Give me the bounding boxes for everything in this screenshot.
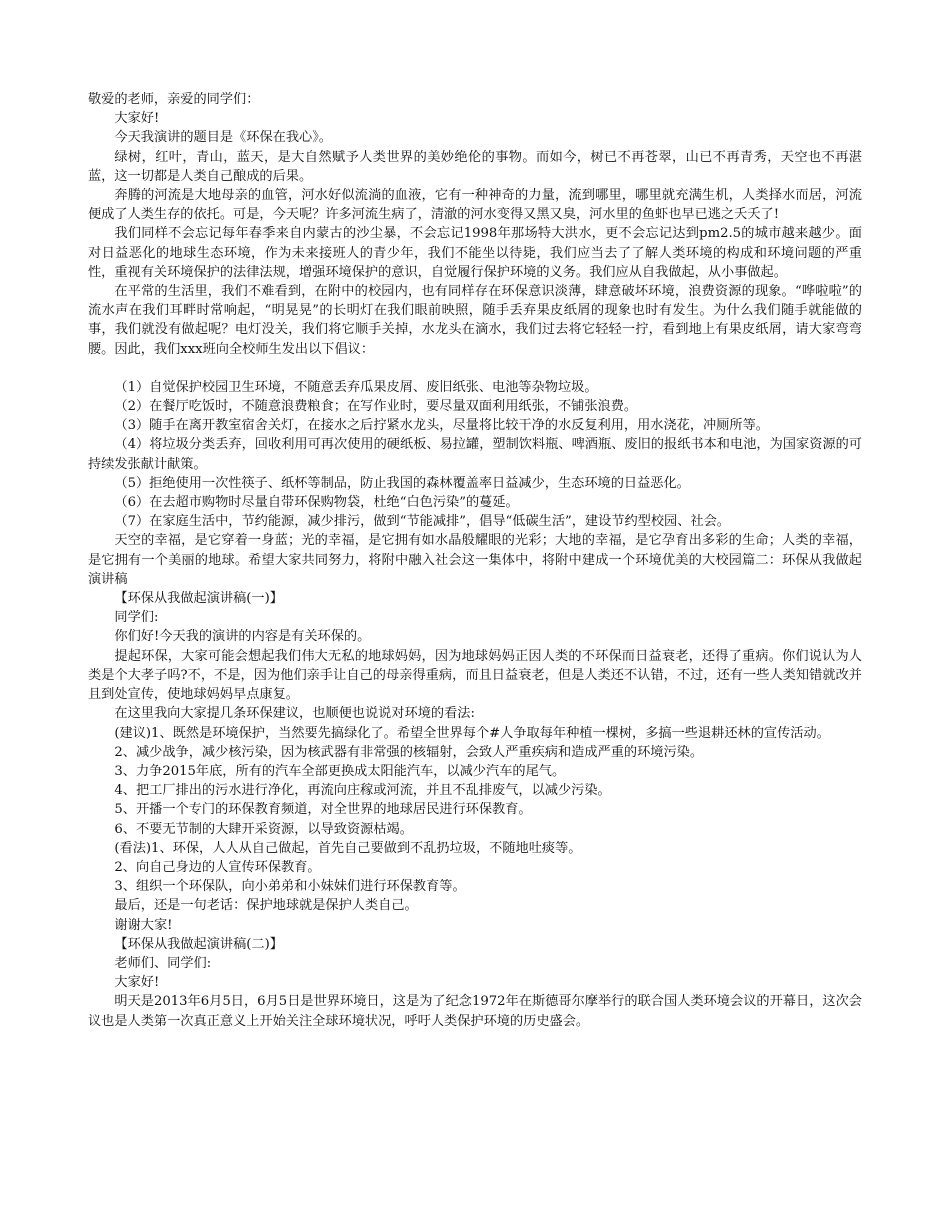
proposal-item: （6）在去超市购物时尽量自带环保购物袋，杜绝“白色污染”的蔓延。 xyxy=(114,495,519,511)
greeting: 敬爱的老师，亲爱的同学们： xyxy=(88,92,260,107)
hello: 大家好! xyxy=(114,111,160,127)
suggestion-item: (建议)1、既然是环境保护，当然要先搞绿化了。希望全世界每个#人争取每年种植一棵树，多搞一些退耕还林的宣传活动。 xyxy=(114,725,830,741)
suggestion-item: 3、力争2015年底，所有的汽车全部更换成太阳能汽车，以减少汽车的尾气。 xyxy=(114,763,566,779)
proposal-item: （5）拒绝使用一次性筷子、纸杯等制品，防止我国的森林覆盖率日益减少，生态环境的日益恶化。 xyxy=(114,475,690,491)
hello: 大家好! xyxy=(114,975,160,991)
greeting: 同学们: xyxy=(114,610,159,626)
paragraph: 我们同样不会忘记每年春季来自内蒙古的沙尘暴，不会忘记1998年那场特大洪水，更不会忘记达到pm2.5的城市越来越少。面对日益恶化的地球生态环境，作为未来接班人的青少年，我们不能坐以待毙，我们应当去了了解人类环境的构成和环境问题的严重性，重视有关环境保护的法律法规，增强环境保护的意识，自觉履行保护环境的义务。我们应从自我做起，从小事做起。 xyxy=(88,226,862,280)
proposal-item: （1）自觉保护校园卫生环境，不随意丢弃瓜果皮屑、废旧纸张、电池等杂物垃圾。 xyxy=(114,379,598,395)
section-heading: 【环保从我做起演讲稿(一)】 xyxy=(114,591,283,607)
suggestion-item: 6、不要无节制的大肆开采资源，以导致资源枯竭。 xyxy=(114,821,413,837)
proposal-item: （4）将垃圾分类丢弃，回收利用可再次使用的硬纸板、易拉罐，塑制饮料瓶、啤酒瓶、废旧的报纸书本和电池，为国家资源的可持续发张献计献策。 xyxy=(88,437,862,472)
hello: 你们好!今天我的演讲的内容是有关环保的。 xyxy=(114,629,371,645)
paragraph: 在这里我向大家提几条环保建议，也顺便也说说对环境的看法: xyxy=(114,706,475,722)
speech-topic: 今天我演讲的题目是《环保在我心》。 xyxy=(114,130,332,146)
suggestion-item: 4、把工厂排出的污水进行净化，再流向庄稼或河流，并且不乱排废气，以减少污染。 xyxy=(114,783,611,799)
paragraph: 绿树，红叶，青山，蓝天，是大自然赋予人类世界的美妙绝伦的事物。而如今，树已不再苍翠，山已不再青秀，天空也不再湛蓝，这一切都是人类自己酿成的后果。 xyxy=(88,149,862,184)
proposal-item: （3）随手在离开教室宿舍关灯，在接水之后拧紧水龙头，尽量将比较干净的水反复利用，用水浇花，冲厕所等。 xyxy=(114,418,769,434)
paragraph: 明天是2013年6月5日，6月5日是世界环境日，这是为了纪念1972年在斯德哥尔摩举行的联合国人类环境会议的开幕日，这次会议也是人类第一次真正意义上开始关注全球环境状况，呼吁人类保护环境的历史盛会。 xyxy=(88,994,862,1029)
view-item: (看法)1、环保，人人从自己做起，首先自己要做到不乱扔垃圾，不随地吐痰等。 xyxy=(114,840,582,856)
paragraph: 最后，还是一句老话：保护地球就是保护人类自己。 xyxy=(114,898,418,914)
suggestion-item: 2、减少战争，减少核污染，因为核武器有非常强的核辐射，会致人严重疾病和造成严重的环境污染。 xyxy=(114,744,704,760)
view-item: 2、向自己身边的人宣传环保教育。 xyxy=(114,859,321,875)
paragraph: 提起环保，大家可能会想起我们伟大无私的地球妈妈，因为地球妈妈正因人类的不环保而日益衰老，还得了重病。你们说认为人类是个大孝子吗?不，不是，因为他们亲手让自己的母亲得重病，而且日益衰老，但是人类还不认错，不过，还有一些人类知错就改并且到处宣传，使地球妈妈早点康复。 xyxy=(88,648,862,703)
blank-line xyxy=(88,359,862,378)
proposal-item: （7）在家庭生活中，节约能源，减少排污，做到“节能减排”，倡导“低碳生活”，建设节约型校园、社会。 xyxy=(114,514,730,530)
paragraph: 天空的幸福，是它穿着一身蓝；光的幸福，是它拥有如水晶般耀眼的光彩；大地的幸福，是它孕育出多彩的生命；人类的幸福，是它拥有一个美丽的地球。希望大家共同努力，将附中融入社会这一集体中，将附中建成一个环境优美的大校园篇二：环保从我做起演讲稿 xyxy=(88,533,862,587)
greeting: 老师们、同学们: xyxy=(114,955,212,971)
thanks: 谢谢大家! xyxy=(114,917,173,933)
paragraph: 在平常的生活里，我们不难看到，在附中的校园内，也有同样存在环保意识淡薄，肆意破坏环境，浪费资源的现象。“哗啦啦”的流水声在我们耳畔时常响起，“明晃晃”的长明灯在我们眼前映照，随手丢弃果皮纸屑的现象也时有发生。为什么我们随手就能做的事，我们就没有做起呢？电灯没关，我们将它顺手关掉，水龙头在滴水，我们过去将它轻轻一拧，看到地上有果皮纸屑，请大家弯弯腰。因此，我们xxx班向全校师生发出以下倡议： xyxy=(88,284,862,357)
suggestion-item: 5、开播一个专门的环保教育频道，对全世界的地球居民进行环保教育。 xyxy=(114,802,532,818)
paragraph: 奔腾的河流是大地母亲的血管，河水好似流淌的血液，它有一种神奇的力量，流到哪里，哪里就充满生机，人类择水而居，河流便成了人类生存的依托。可是，今天呢？许多河流生病了，清澈的河水变得又黑又臭，河水里的鱼虾也早已逃之夭夭了! xyxy=(88,188,862,223)
view-item: 3、组织一个环保队，向小弟弟和小妹妹们进行环保教育等。 xyxy=(114,879,466,895)
proposal-item: （2）在餐厅吃饭时，不随意浪费粮食；在写作业时，要尽量双面利用纸张，不铺张浪费。 xyxy=(114,399,638,415)
section-heading: 【环保从我做起演讲稿(二)】 xyxy=(114,936,283,952)
